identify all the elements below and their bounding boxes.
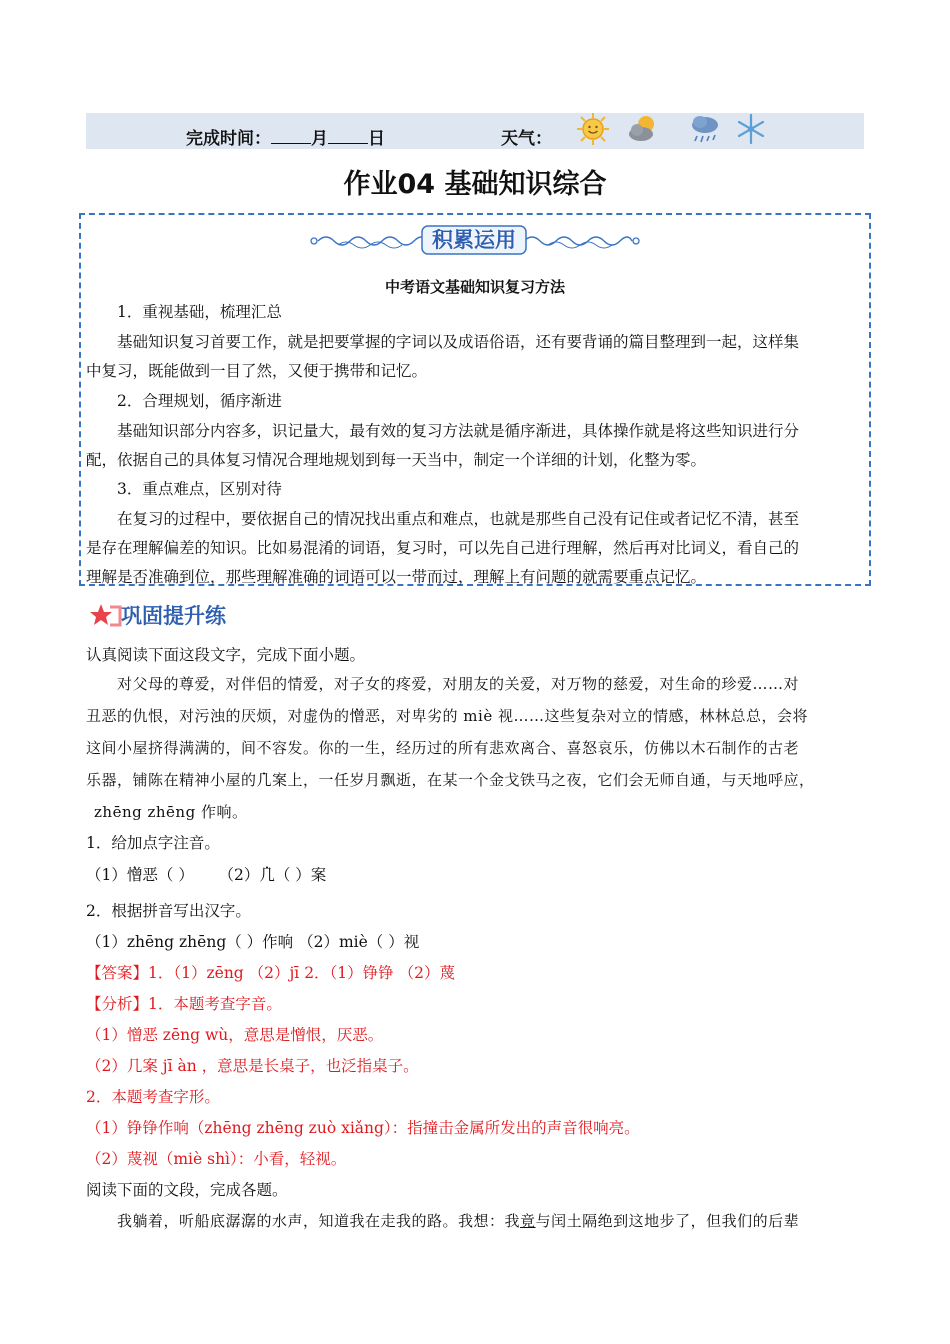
dotted-char-zeng: 憎	[349, 707, 366, 725]
question-1: 1．给加点字注音。	[86, 834, 220, 852]
passage-line-3: 这间小屋挤得满满的，间不容发。你的一生，经历过的所有悲欢离合、喜怒哀乐，仿佛以木石制作的古老	[86, 739, 800, 757]
point-3-title: 3．重点难点，区别对待	[117, 480, 282, 498]
reading-instruction-2: 阅读下面的文段，完成各题。	[86, 1181, 288, 1199]
analysis-item-3: 2．本题考查字形。	[86, 1088, 220, 1106]
point-2-title: 2．合理规划，循序渐进	[117, 392, 282, 410]
month-blank[interactable]	[271, 129, 311, 144]
point-2-text-line-2: 配，依据自己的具体复习情况合理地规划到每一天当中，制定一个详细的计划，化整为零。	[86, 451, 707, 469]
analysis-line: 【分析】1．本题考查字音。	[86, 995, 282, 1013]
month-label: 月	[311, 129, 328, 149]
section-heading: 中考语文基础知识复习方法	[384, 278, 565, 296]
q1-b-number: （2）	[218, 866, 260, 884]
practice-banner: 巩固提升练	[121, 604, 226, 628]
point-3-text-line-3: 理解是否准确到位，那些理解准确的词语可以一带而过，理解上有问题的就需要重点记忆。	[86, 568, 707, 586]
passage-line-2-a: 丑恶的仇恨，对污浊的厌烦，对虚伪的	[86, 707, 350, 725]
analysis-item-4: （1）铮铮作响（zhēng zhēng zuò xiǎng）：指撞击金属所发出的声音很响亮。	[86, 1119, 640, 1137]
rain-cloud-icon[interactable]	[688, 112, 722, 146]
analysis-item-2: （2）几案 jī àn ，意思是长桌子，也泛指桌子。	[86, 1057, 419, 1075]
point-1-text-line-2: 中复习，既能做到一目了然，又便于携带和记忆。	[86, 362, 428, 380]
passage-line-1: 对父母的尊爱，对伴侣的情爱，对子女的疼爱，对朋友的关爱，对万物的慈爱，对生命的珍爱……对	[117, 675, 800, 693]
dotted-char-chan: 潺	[225, 1212, 242, 1230]
wave-decoration-left-icon	[308, 229, 428, 253]
dotted-char-ji: 几	[256, 771, 273, 789]
passage-2-b: 潺的水声，知道我在走我的路。我想：我	[241, 1212, 521, 1230]
point-3-text-line-2: 是存在理解偏差的知识。比如易混淆的词语，复习时，可以先自己进行理解，然后再对比词义，看自己的	[86, 539, 800, 557]
page-title: 作业04 基础知识综合	[343, 169, 607, 200]
q1-b-dotted-char: 几	[259, 866, 275, 884]
point-1-title: 1．重视基础，梳理汇总	[117, 303, 282, 321]
weather-label: 天气：	[501, 129, 552, 149]
ribbon-title: 积累运用	[432, 228, 516, 252]
reading-instruction: 认真阅读下面这段文字，完成下面小题。	[86, 646, 366, 664]
day-blank[interactable]	[328, 129, 368, 144]
question-2: 2．根据拼音写出汉字。	[86, 902, 251, 920]
passage-line-5: zhēng zhēng 作响。	[94, 803, 248, 821]
point-2-text-line-1: 基础知识部分内容多，识记量大，最有效的复习方法就是循序渐进，具体操作就是将这些知识进行分	[117, 422, 800, 440]
q1-a-blank[interactable]: 恶（ ）	[142, 866, 194, 884]
answer-line: 【答案】1．（1）zēng （2）jī 2．（1）铮铮 （2）蔑	[86, 964, 455, 982]
wave-decoration-right-icon	[522, 229, 642, 253]
passage-line-2	[86, 700, 864, 732]
passage-line-4	[86, 764, 864, 796]
finish-time-row	[186, 128, 385, 150]
passage-2-c: 与闰土隔绝到这地步了，但我们的后辈	[535, 1212, 800, 1230]
question-1-items	[86, 861, 864, 890]
analysis-item-1: （1）憎恶 zēng wù，意思是憎恨，厌恶。	[86, 1026, 384, 1044]
finish-time-label: 完成时间：	[186, 129, 271, 149]
q1-a-number: （1）	[86, 866, 127, 884]
passage-line-2-b: 恶，对卑劣的 miè 视……这些复杂对立的情感，林林总总，会将	[365, 707, 808, 725]
passage-2-a: 我躺着，听船底	[117, 1212, 226, 1230]
underlined-char-jing: 竟	[520, 1212, 536, 1230]
analysis-item-5: （2）蔑视（miè shì）：小看，轻视。	[86, 1150, 347, 1168]
q1-a-dotted-char: 憎	[126, 866, 143, 884]
question-2-items[interactable]: （1）zhēng zhēng（ ）作响 （2）miè（ ）视	[86, 933, 420, 951]
point-1-text-line-1: 基础知识复习首要工作，就是把要掌握的字词以及成语俗语，还有要背诵的篇目整理到一起，这样集	[117, 333, 800, 351]
star-icon	[90, 603, 122, 629]
passage-line-4-b: 案上，一任岁月飘逝，在某一个金戈铁马之夜，它们会无师自通，与天地呼应，	[272, 771, 815, 789]
passage-line-4-a: 乐器，铺陈在精神小屋的	[86, 771, 257, 789]
day-label: 日	[368, 129, 385, 149]
q1-b-blank[interactable]: （ ）案	[274, 866, 327, 884]
sun-icon[interactable]	[576, 112, 610, 146]
point-3-text-line-1: 在复习的过程中，要依据自己的情况找出重点和难点，也就是那些自己没有记住或者记忆不清，甚至	[117, 510, 800, 528]
partly-cloudy-icon[interactable]	[626, 112, 660, 146]
snowflake-icon[interactable]	[734, 112, 768, 146]
passage-2-line-1	[86, 1205, 864, 1237]
